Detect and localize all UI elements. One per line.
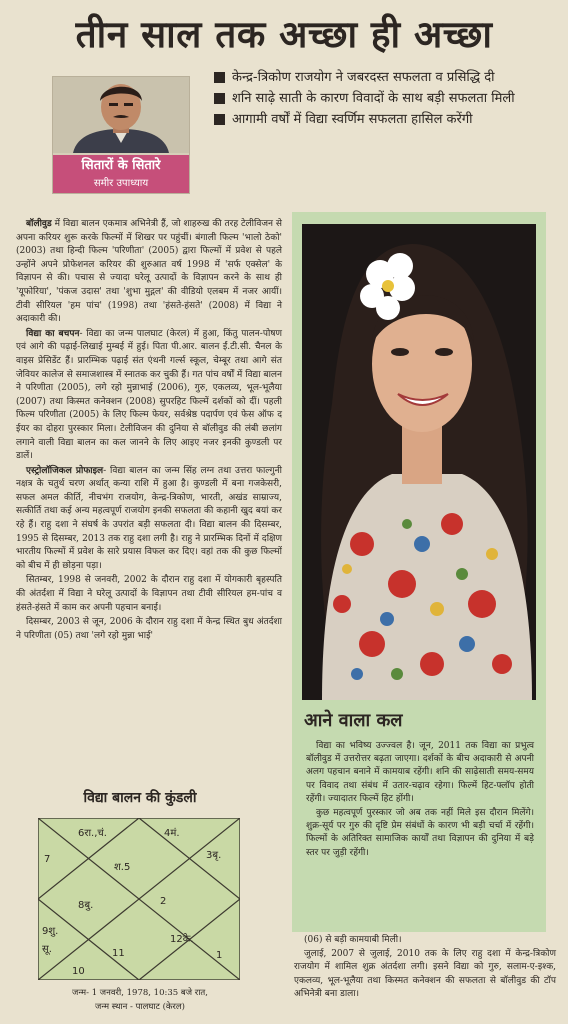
future-text xyxy=(306,740,534,861)
actress-photo xyxy=(302,224,536,700)
highlight-item: शनि साढ़े साती के कारण विवादों के साथ बड़ी सफलता मिली xyxy=(210,89,540,108)
kundli-house: 12के. xyxy=(170,934,194,945)
paragraph-text: में विद्या बालन एकमात्र अभिनेत्री हैं, जो शाहरुख की तरह टेलीविजन से अपना करियर शुरू करके फिल्मों में शिखर पर पहुंचीं। बंगाली फिल्म 'भालो ठेको' (2003) तथा हिन्दी फिल्म 'परिणीता' (2005) द्वारा फिल्मों में प्रवेश से पहले उन्होंने अपने प्रोफेशनल करियर की शुरुआत वर्ष 1998 में 'सर्फ एक्सेल' के विज्ञापन से की। पचास से ज्यादा घरेलू उत्पादों के विज्ञापन करने के साथ ही 'यूफोरिया', 'पंकज उदास' तथा 'शुभा मुद्गल' की वीडियो एलबम में नजर आयीं। टीवी सीरियल 'हम पांच' (1998) तथा 'हंसते-हंसते' (2008) में विद्या ने अदाकारी की। xyxy=(16,219,282,325)
highlight-item: आगामी वर्षों में विद्या स्वर्णिम सफलता हासिल करेंगी xyxy=(210,110,540,129)
birth-place: जन्म स्थान - पालघाट (केरल) xyxy=(95,1002,185,1012)
future-paragraph: कुछ महत्वपूर्ण पुरस्कार जो अब तक नहीं मिले इस दौरान मिलेंगे। शुक्र-सूर्य पर गुरु की दृष्टि प्रेम संबंधों के कारण भी बड़ी चर्चा में रहेंगी। फिल्मों के अतिरिक्त सामाजिक कार्यों तथा विज्ञापन की दुनिया में बड़े स्तर पर जुड़ी रहेंगी। xyxy=(306,808,534,858)
columnist-portrait xyxy=(53,77,189,153)
continuation-paragraph: जुलाई, 2007 से जुलाई, 2010 तक के लिए राहु दशा में केन्द्र-त्रिकोण राजयोग में शामिल शुक्र अंतर्दशा लगी। इसने विद्या को गुरु, सलाम-ए-इश्क, एकलव्य, भूल-भूलैया तथा किस्मत कनेक्शन की सफलता से बॉलीवुड की टॉप अभिनेत्री बना डाला। xyxy=(294,949,556,999)
kundli-house: 10 xyxy=(72,966,85,977)
birth-date: जन्म- 1 जनवरी, 1978, 10:35 बजे रात, xyxy=(72,988,208,998)
kundli-chart xyxy=(38,818,240,980)
kundli-house: 3बृ. xyxy=(206,850,222,861)
future-paragraph: विद्या का भविष्य उज्ज्वल है। जून, 2011 तक विद्या का प्रभुत्व बॉलीवुड में उत्तरोत्तर बढ़ता जाएगा। दर्शकों के बीच अदाकारी से अपनी अलग पहचान बनाने में कामयाब रहेंगी। शनि की साढ़ेसाती समय-समय पर विवाद तथा संबंध में उतार-चढ़ाव रहेगा। फिल्में हिट-फ्लॉप होती रहेंगी। ज्यादातर फिल्में हिट होंगी। xyxy=(306,741,534,804)
body-paragraph xyxy=(16,218,282,327)
kundli-house: 2 xyxy=(160,896,167,907)
kundli-house: 4मं. xyxy=(164,828,180,839)
kundli-house: 9शु. xyxy=(42,926,59,937)
kundli-house: सू. xyxy=(42,944,52,955)
body-paragraph xyxy=(16,328,282,464)
body-paragraph: सितम्बर, 1998 से जनवरी, 2002 के दौरान राहु दशा में योगकारी बृहस्पति की अंतर्दशा में विद्या ने घरेलू उत्पादों के विज्ञापन तथा टीवी सीरियल हम-पांच व हंसते-हंसते में काम कर अपनी पहचान बनाई। xyxy=(16,575,282,613)
birth-details xyxy=(40,986,240,1014)
future-panel xyxy=(292,212,546,932)
column-author: समीर उपाध्याय xyxy=(53,177,189,193)
kundli-house: 11 xyxy=(112,948,125,959)
headline: तीन साल तक अच्छा ही अच्छा xyxy=(75,13,493,56)
body-paragraph xyxy=(16,465,282,574)
kundli-title: विद्या बालन की कुंडली xyxy=(83,790,197,806)
kundli-house: 7 xyxy=(44,854,51,865)
kundli-house: श.5 xyxy=(114,862,131,873)
column-title: सितारों के सितारे xyxy=(53,155,189,177)
kundli-house: 6रा.,चं. xyxy=(78,828,107,839)
columnist-box xyxy=(52,76,190,194)
future-heading: आने वाला कल xyxy=(304,710,403,731)
highlight-item: केन्द्र-त्रिकोण राजयोग ने जबरदस्त सफलता व प्रसिद्धि दी xyxy=(210,68,540,87)
body-paragraph: दिसम्बर, 2003 से जून, 2006 के दौरान राहु दशा में केन्द्र स्थित बुध अंतर्दशा ने परिणीता (05) तथा 'लगे रहो मुन्ना भाई' xyxy=(16,617,282,641)
paragraph-lead: बॉलीवुड xyxy=(26,219,52,229)
paragraph-lead: एस्ट्रोलॉजिकल प्रोफाइल xyxy=(26,465,104,476)
kundli-house: 1 xyxy=(216,950,223,961)
highlights-list xyxy=(210,68,540,131)
continuation-paragraph: (06) से बड़ी कामयाबी मिली। xyxy=(304,935,402,945)
paragraph-text: - विद्या का जन्म पालघाट (केरल) में हुआ, किंतु पालन-पोषण एवं आगे की पढ़ाई-लिखाई मुम्बई में हुई। पिता पी.आर. बालन ईं.टी.सी. चैनल के वाइस प्रेसिडेंट हैं। प्रारम्भिक पढ़ाई संत एंथनी गर्ल्स स्कूल, चेम्बूर तथा आगे संत जेवियर कालेज से समाजशास्त्र में स्नातक कर चुकी हैं। गत पांच वर्षों में विद्या बालन ने परिणीता (2005), लगे रहो मुन्नाभाई (2006), गुरु, एकलव्य, भूल-भूलैया (2007) तथा किस्मत कनेक्शन (2008) सुपरहिट फिल्में दर्शकों को दीं। पहली फिल्म परिणीता (2005) के लिए फिल्म फेयर, सर्वश्रेष्ठ पदार्पण एवं फेस ऑफ द ईयर का दोहरा पुरस्कार मिला। टेलीविजन की दुनिया से बॉलीवुड की लंबी छलांग लगाने वाली विद्या बालन का कल जानने के लिए आइए नजर इनकी कुण्डली पर डालें। xyxy=(16,328,282,462)
article-body xyxy=(16,218,282,644)
kundli-house: 8बु. xyxy=(78,900,94,911)
article-continuation xyxy=(294,934,556,1002)
paragraph-lead: विद्या का बचपन xyxy=(26,328,80,339)
paragraph-text: - विद्या बालन का जन्म सिंह लग्न तथा उत्तरा फाल्गुनी नक्षत्र के चतुर्थ चरण अर्थात् कन्या राशि में हुआ है। कुण्डली में बना गजकेसरी, सफल अमल कीर्ति, नीचभंग राजयोग, केन्द्र-त्रिकोण, भारती, अखंड साम्राज्य, सत्कीर्ति तथा कई अन्य महत्वपूर्ण राजयोग इनकी सफलता की कहानी खुद बयां कर रहे हैं। राहु दशा ने संघर्ष के उपरांत बड़ी सफलता दी। विद्या बालन की दिसम्बर, 1995 से दिसम्बर, 2013 तक राहु दशा लगी है। राहु ने प्रारम्भिक दिनों में दक्षिण भारतीय फिल्मों में प्रवेश के सारे प्रयास विफल कर दिए। वहां तक की कुछ फिल्मों को बीच में ही छोड़ना पड़ा। xyxy=(16,465,282,571)
